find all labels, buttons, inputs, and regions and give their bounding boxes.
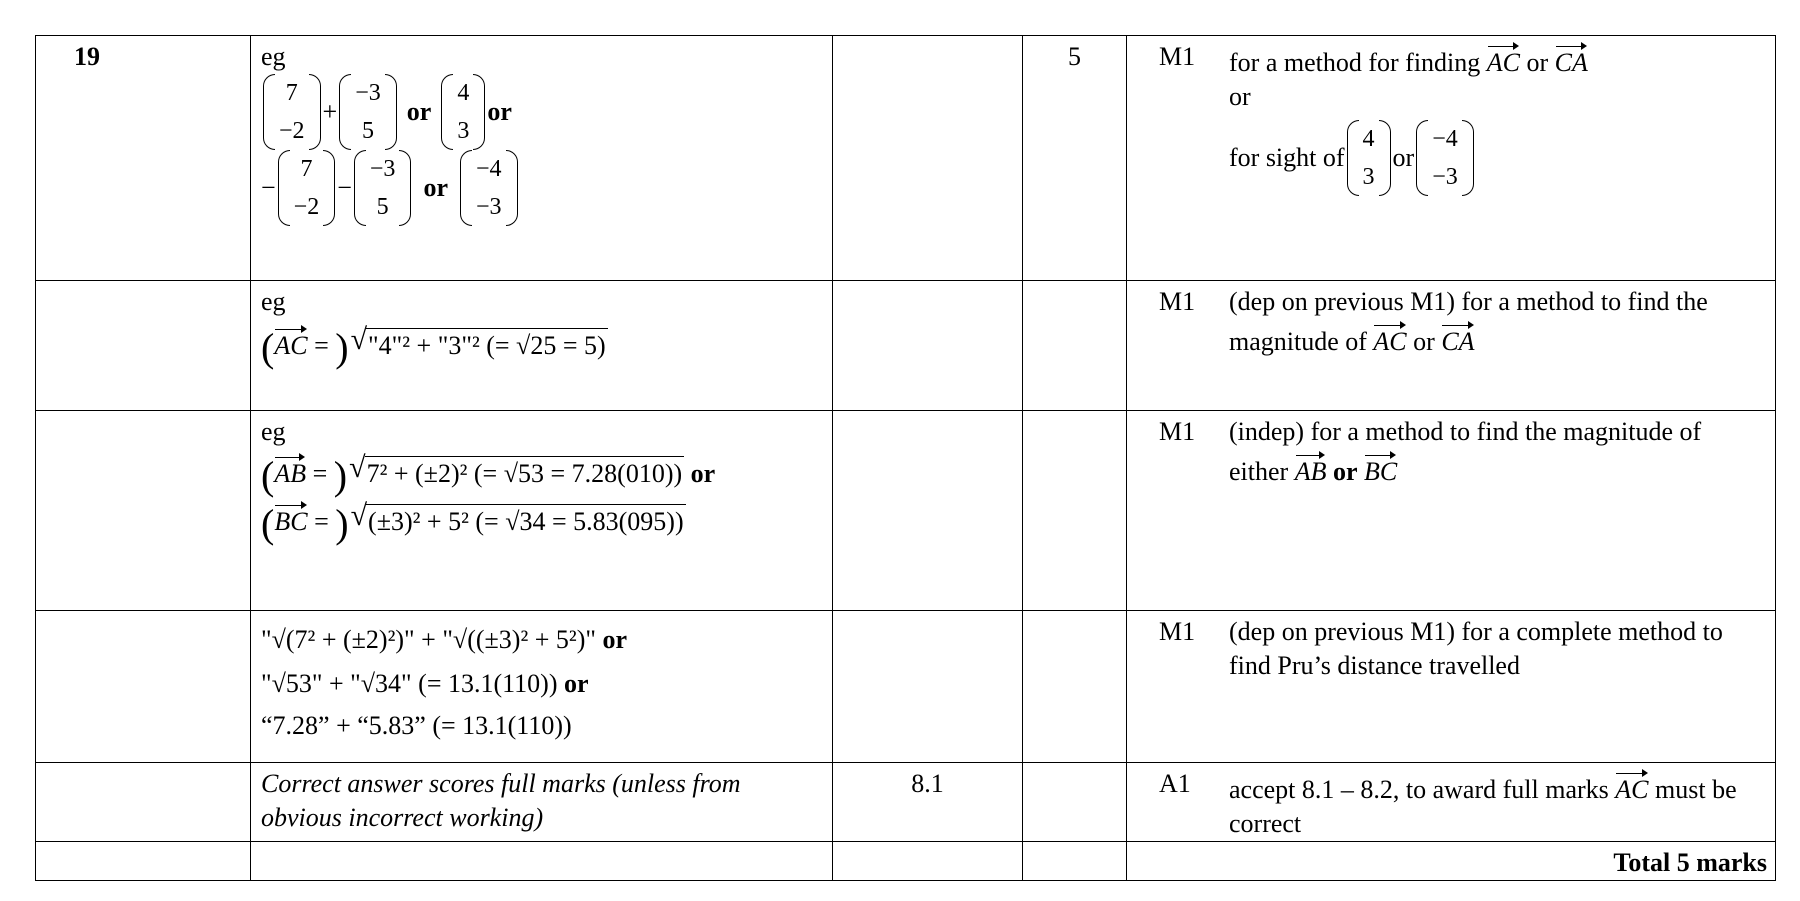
guidance-cell: M1 (dep on previous M1) for a complete method to find Pru’s distance travelled [1127,611,1776,763]
column-vector: 4 3 [1347,120,1391,196]
column-vector: −4 −3 [1416,120,1474,196]
working-cell [251,36,833,281]
guidance-cell: M1 (indep) for a method to find the magnitude of either AB or BC [1127,411,1776,611]
vector-ac: AC [1615,767,1648,807]
eg-label: eg [261,287,286,316]
vector-ca: CA [1441,319,1474,359]
working-expression: "4"² + "3"² (= √25 = 5) [366,328,608,363]
mark-scheme-table [35,35,1776,881]
answer-cell [833,36,1023,281]
working-expression: (±3)² + 5² (= √34 = 5.83(095)) [366,504,686,539]
vector-ac: AC [1487,40,1520,80]
mark-code: M1 [1159,42,1196,71]
working-cell: "√(7² + (±2)²)" + "√((±3)² + 5²)" or "√53" + "√34" (= 13.1(110)) or “7.28” + “5.83” (= 13.1(110)) [251,611,833,763]
working-cell: eg (AC = )√"4"² + "3"² (= √25 = 5) [251,281,833,411]
table-row [36,611,1776,763]
vector-ab: AB [1295,449,1327,489]
column-vector: 7 −2 [263,74,321,150]
question-number: 19 [36,36,251,281]
total-marks: Total 5 marks [1127,842,1776,881]
column-vector: 7 −2 [278,150,336,226]
mark-code: M1 [1159,417,1196,446]
guidance-cell: M1 for a method for finding AC or CA or for sight of 4 3 or −4 −3 [1127,36,1776,281]
table-row [36,842,1776,881]
working-expression: "√53" + "√34" (= 13.1(110)) [261,669,558,698]
guidance-cell: A1 accept 8.1 – 8.2, to award full marks AC must be correct [1127,763,1776,842]
table-row [36,281,1776,411]
vector-ca: CA [1555,40,1588,80]
working-line: − 7 −2 − −3 5 or −4 −3 [261,150,822,226]
guidance-cell: M1 (dep on previous M1) for a method to find the magnitude of AC or CA [1127,281,1776,411]
working-note: Correct answer scores full marks (unless from obvious incorrect working) [251,763,833,842]
vector-ab: AB [274,451,306,491]
vector-ac: AC [274,323,307,363]
working-cell: eg (AB = )√7² + (±2)² (= √53 = 7.28(010)) or (BC = )√(±3)² + 5² (= √34 = 5.83(095)) [251,411,833,611]
mark-code: M1 [1159,617,1196,646]
column-vector: −3 5 [354,150,412,226]
working-line: 7 −2 + −3 5 or 4 3 or [261,74,822,150]
mark-code: A1 [1159,769,1191,798]
working-expression: "√(7² + (±2)²)" + "√((±3)² + 5²)" [261,625,596,654]
eg-label: eg [261,42,286,71]
column-vector: 4 3 [441,74,485,150]
column-vector: −4 −3 [460,150,518,226]
table-row [36,763,1776,842]
vector-bc: BC [1364,449,1397,489]
table-row [36,36,1776,281]
mark-count: 5 [1023,36,1127,281]
working-expression: “7.28” + “5.83” (= 13.1(110)) [261,711,572,740]
answer-value: 8.1 [833,763,1023,842]
mark-code: M1 [1159,287,1196,316]
eg-label: eg [261,417,286,446]
table-row [36,411,1776,611]
working-expression: 7² + (±2)² (= √53 = 7.28(010)) [365,456,685,491]
vector-bc: BC [274,499,307,539]
column-vector: −3 5 [339,74,397,150]
vector-ac: AC [1373,319,1406,359]
